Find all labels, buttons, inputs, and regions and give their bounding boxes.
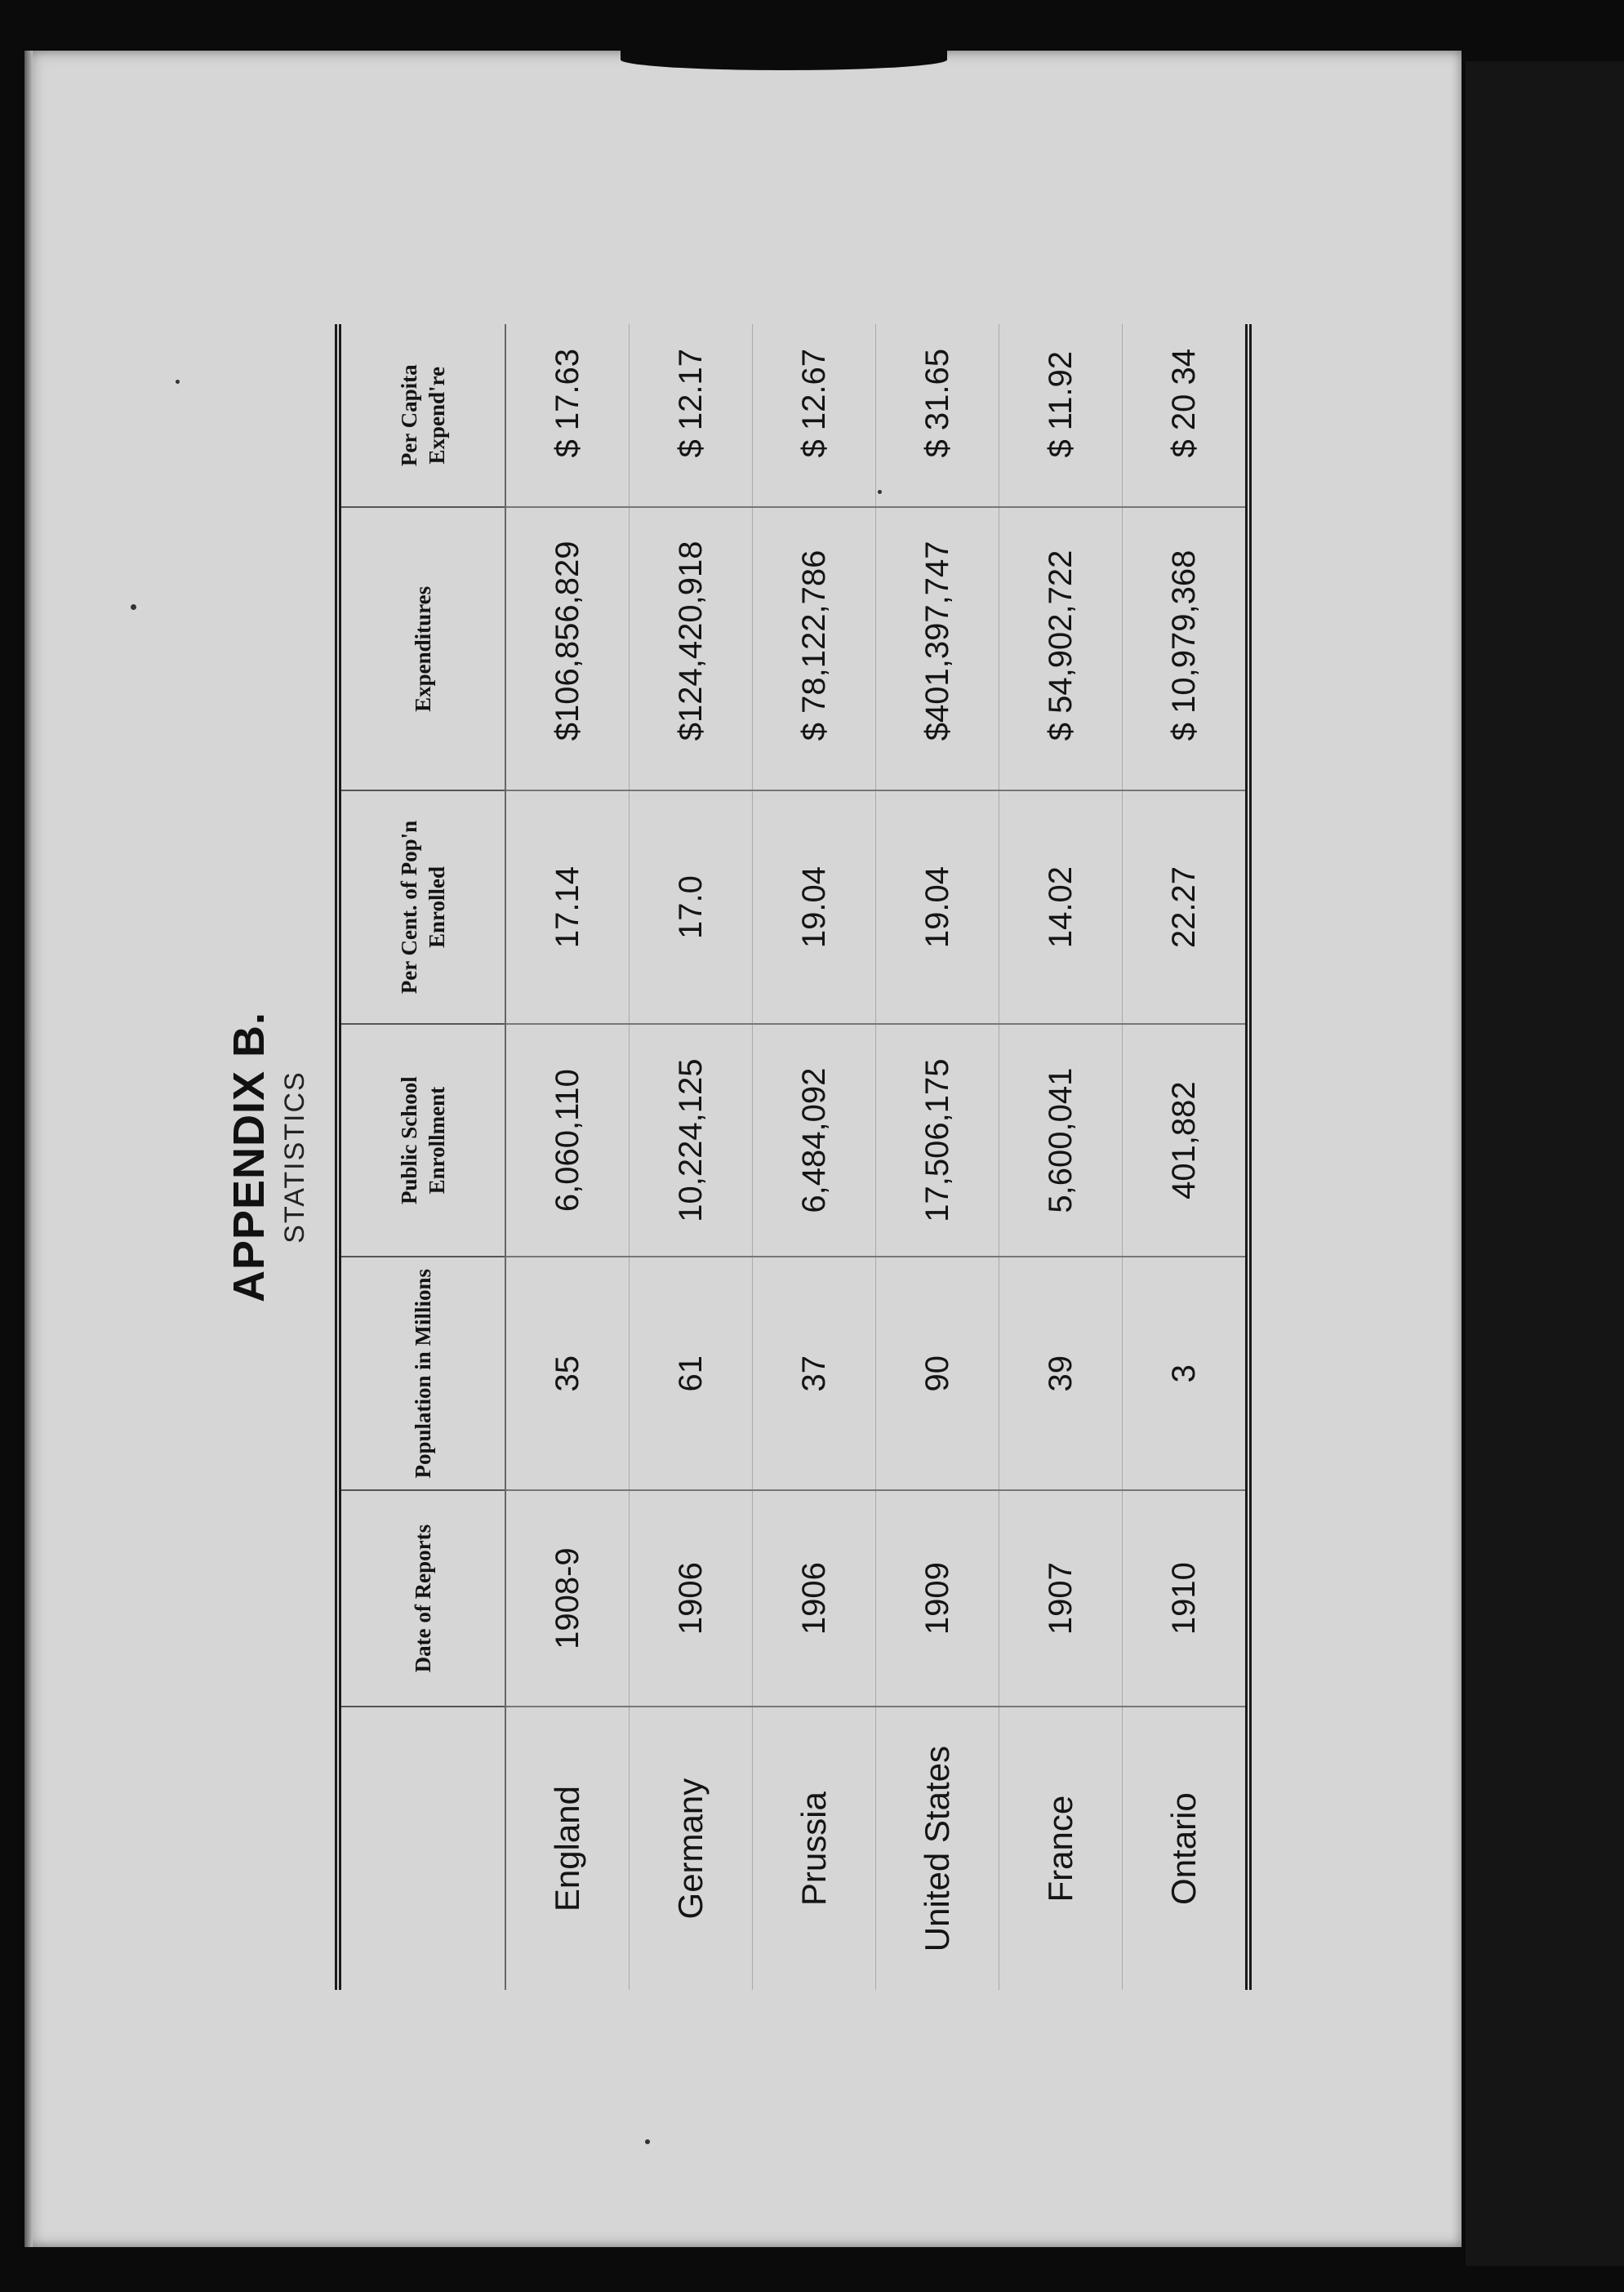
cell-country: United States <box>876 1707 999 1990</box>
cell-country: France <box>999 1707 1123 1990</box>
cell-country: England <box>505 1707 630 1990</box>
appendix-title: APPENDIX B. <box>225 1011 274 1303</box>
table-header-row <box>338 324 505 1990</box>
cell-percent: 19.04 <box>753 790 876 1024</box>
cell-per-capita: $ 12.67 <box>753 324 876 507</box>
cell-date: 1910 <box>1123 1490 1249 1707</box>
cell-date: 1906 <box>753 1490 876 1707</box>
cell-per-capita: $ 17.63 <box>505 324 630 507</box>
table-row <box>630 324 753 1990</box>
cell-per-capita: $ 20 34 <box>1123 324 1249 507</box>
cell-population: 37 <box>753 1257 876 1490</box>
cell-population: 61 <box>630 1257 753 1490</box>
rotated-appendix-content <box>225 324 1253 1990</box>
cell-enrollment: 17,506,175 <box>876 1024 999 1257</box>
cell-percent: 22.27 <box>1123 790 1249 1024</box>
page-top-tear <box>621 49 947 70</box>
cell-percent: 19.04 <box>876 790 999 1024</box>
table-row <box>505 324 630 1990</box>
cell-population: 90 <box>876 1257 999 1490</box>
cell-expenditures: $401,397,747 <box>876 507 999 790</box>
cell-percent: 17.14 <box>505 790 630 1024</box>
cell-enrollment: 401,882 <box>1123 1024 1249 1257</box>
scan-right-margin <box>1466 61 1624 2266</box>
table-row <box>999 324 1123 1990</box>
cell-population: 3 <box>1123 1257 1249 1490</box>
paper-speck <box>176 380 180 384</box>
cell-enrollment: 10,224,125 <box>630 1024 753 1257</box>
cell-population: 39 <box>999 1257 1123 1490</box>
cell-per-capita: $ 31.65 <box>876 324 999 507</box>
cell-expenditures: $124,420,918 <box>630 507 753 790</box>
cell-enrollment: 6,484,092 <box>753 1024 876 1257</box>
paper-speck <box>131 604 136 610</box>
cell-population: 35 <box>505 1257 630 1490</box>
cell-date: 1909 <box>876 1490 999 1707</box>
cell-expenditures: $ 54,902,722 <box>999 507 1123 790</box>
cell-date: 1907 <box>999 1490 1123 1707</box>
cell-percent: 17.0 <box>630 790 753 1024</box>
table-row <box>876 324 999 1990</box>
header-expenditures: Expenditures <box>338 507 505 790</box>
cell-expenditures: $ 10,979,368 <box>1123 507 1249 790</box>
header-population: Population in Millions <box>338 1257 505 1490</box>
header-country <box>338 1707 505 1990</box>
page-binding-edge <box>24 51 33 2247</box>
table-row <box>1123 324 1249 1990</box>
header-enrollment: Public School Enrollment <box>338 1024 505 1257</box>
cell-date: 1908-9 <box>505 1490 630 1707</box>
cell-country: Germany <box>630 1707 753 1990</box>
paper-speck <box>645 2139 650 2144</box>
table-row <box>753 324 876 1990</box>
cell-country: Ontario <box>1123 1707 1249 1990</box>
appendix-heading <box>225 324 311 1990</box>
cell-expenditures: $ 78,122,786 <box>753 507 876 790</box>
header-date-of-reports: Date of Reports <box>338 1490 505 1707</box>
cell-expenditures: $106,856,829 <box>505 507 630 790</box>
cell-date: 1906 <box>630 1490 753 1707</box>
cell-per-capita: $ 12.17 <box>630 324 753 507</box>
statistics-table-wrapper <box>335 324 1252 1990</box>
appendix-subtitle: STATISTICS <box>279 1070 310 1244</box>
cell-enrollment: 6,060,110 <box>505 1024 630 1257</box>
cell-country: Prussia <box>753 1707 876 1990</box>
cell-percent: 14.02 <box>999 790 1123 1024</box>
cell-enrollment: 5,600,041 <box>999 1024 1123 1257</box>
statistics-table <box>335 324 1252 1990</box>
header-percent-enrolled: Per Cent. of Pop'n Enrolled <box>338 790 505 1024</box>
header-per-capita: Per Capita Expend're <box>338 324 505 507</box>
cell-per-capita: $ 11.92 <box>999 324 1123 507</box>
